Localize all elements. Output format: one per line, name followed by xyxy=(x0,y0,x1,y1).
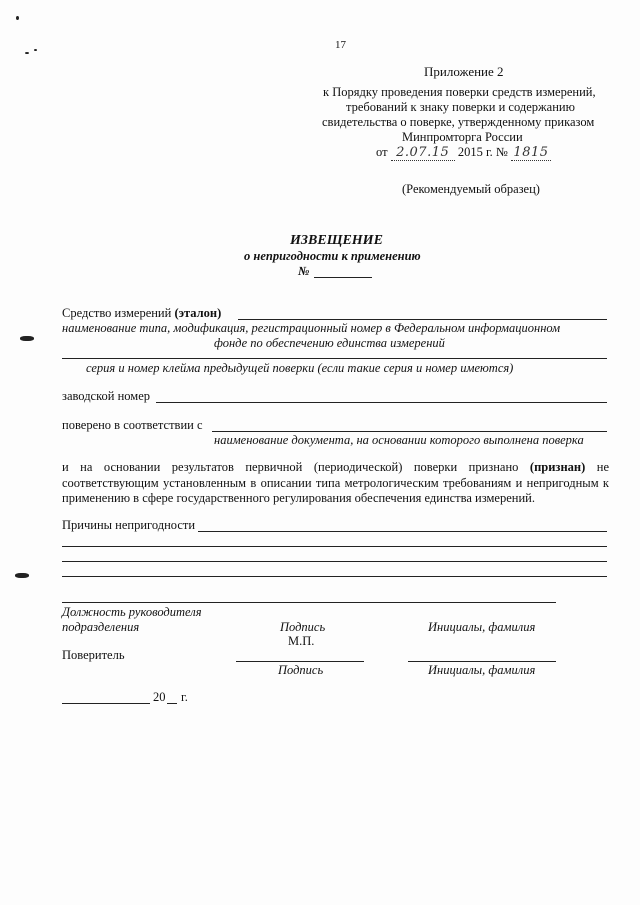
notice-title: ИЗВЕЩЕНИЕ xyxy=(290,233,383,248)
page-number: 17 xyxy=(335,39,346,51)
reasons-line-3 xyxy=(62,561,607,562)
order-number-handwritten: 1815 xyxy=(511,145,551,161)
conclusion-paragraph: и на основании результатов первичной (периодической) поверки признано (признан) не соответствующим установленным в описании типа метрологическим требованиям и непригодным к применению в сфере государственного регулирования обеспечения единства измерений. xyxy=(62,460,610,505)
order-date-prefix: от xyxy=(376,145,388,159)
instrument-caption-1: наименование типа, модификация, регистрационный номер в Федеральном информационном xyxy=(62,321,561,335)
stamp-placeholder: М.П. xyxy=(288,634,315,648)
position-caption-2: подразделения xyxy=(62,620,140,634)
verified-caption: наименование документа, на основании которого выполнена поверка xyxy=(214,433,584,447)
serial-number-line xyxy=(156,402,607,403)
verifier-initials-line xyxy=(408,661,556,662)
verifier-signature-line xyxy=(236,661,364,662)
date-day-month-line xyxy=(62,703,150,704)
appendix-title: Приложение 2 xyxy=(424,64,504,79)
date-year-prefix: 20 xyxy=(153,690,166,704)
order-date-suffix: 2015 г. № xyxy=(457,145,508,159)
verifier-label: Поверитель xyxy=(62,648,125,662)
notice-number-sign: № xyxy=(298,264,310,278)
date-year-line xyxy=(167,703,177,704)
order-date-handwritten: 2.07.15 xyxy=(391,145,455,161)
appendix-line-4: Минпромторга России xyxy=(402,130,523,144)
appendix-line-2: требований к знаку поверки и содержанию xyxy=(346,100,575,114)
order-date-row xyxy=(376,145,551,161)
verifier-signature-caption: Подпись xyxy=(278,663,324,677)
appendix-line-3: свидетельства о поверке, утвержденному приказом xyxy=(322,115,595,129)
hole-punch-mark xyxy=(15,573,29,578)
date-year-suffix: г. xyxy=(181,690,188,704)
hole-punch-mark xyxy=(20,336,34,341)
notice-number-line xyxy=(314,277,372,278)
verified-label: поверено в соответствии с xyxy=(62,418,203,432)
instrument-caption-2: фонде по обеспечению единства измерений xyxy=(214,336,445,350)
verified-field-line xyxy=(212,431,607,432)
verifier-initials-caption: Инициалы, фамилия xyxy=(428,663,536,677)
reasons-line-2 xyxy=(62,546,607,547)
instrument-label: Средство измерений (эталон) xyxy=(62,306,222,320)
initials-caption: Инициалы, фамилия xyxy=(428,620,536,634)
signature-caption: Подпись xyxy=(280,620,326,634)
serial-number-label: заводской номер xyxy=(62,389,151,403)
reasons-line-4 xyxy=(62,576,607,577)
appendix-line-1: к Порядку проведения поверки средств измерений, xyxy=(323,85,596,99)
reasons-label: Причины непригодности xyxy=(62,518,196,532)
reasons-line-1 xyxy=(198,531,607,532)
recommended-sample-note: (Рекомендуемый образец) xyxy=(402,182,540,196)
scan-speck xyxy=(25,52,29,54)
scan-speck xyxy=(34,49,37,51)
notice-subtitle: о непригодности к применению xyxy=(244,249,421,263)
series-caption: серия и номер клейма предыдущей поверки (если такие серия и номер имеются) xyxy=(86,361,514,375)
position-line xyxy=(62,602,556,603)
series-field-line xyxy=(62,358,607,359)
instrument-field-line xyxy=(238,319,607,320)
position-caption-1: Должность руководителя xyxy=(62,605,202,619)
scan-speck xyxy=(16,16,19,20)
